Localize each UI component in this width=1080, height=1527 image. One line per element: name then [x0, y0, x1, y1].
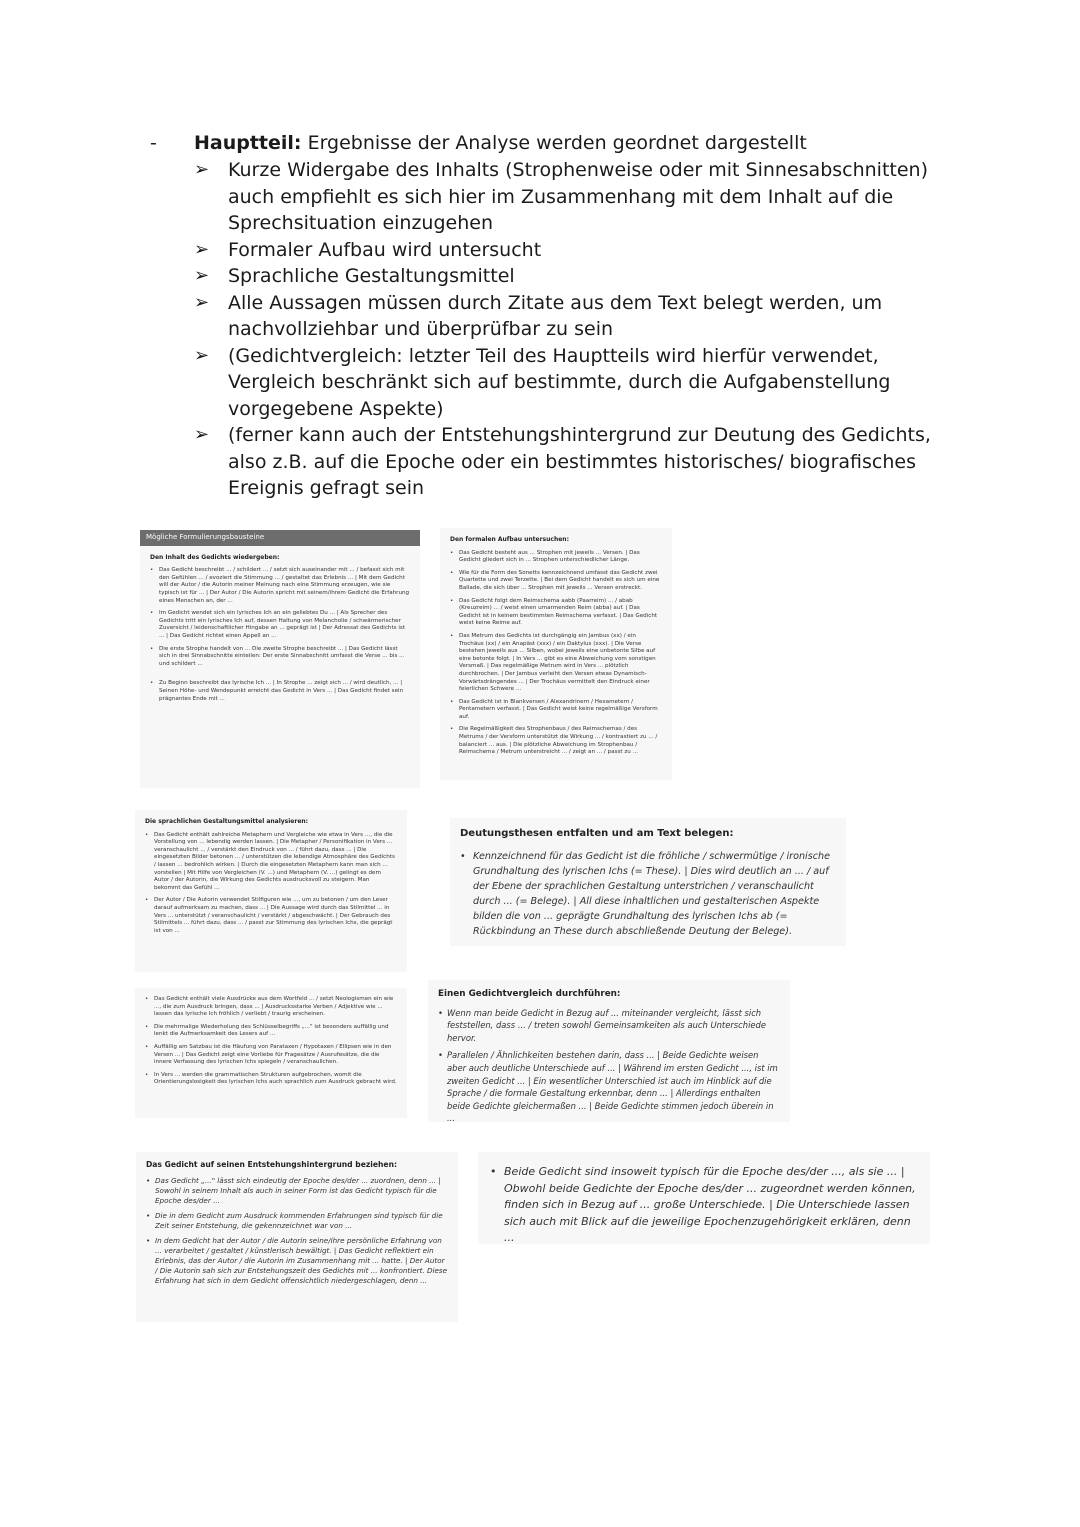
card-vergleich: [428, 980, 790, 1122]
card-bullet: • Parallelen / Ähnlichkeiten bestehen darin, dass ... | Beide Gedichte weisen aber auch deutliche Unterschiede auf ... | Während im ersten Gedicht ..., ist im zweiten Gedicht ... | Ein wesentlicher Unterschied ist auch im Hinblick auf die Sprache / die formale Gestaltung erkennbar, denn ... | Allerdings enthalten beide Gedichte gleichermaßen ... | Beide Gedichte stimmen jedoch überein in ...: [438, 1049, 780, 1125]
card-inhalt: [140, 530, 420, 788]
main-item: ➢ (Gedichtvergleich: letzter Teil des Hauptteils wird hierfür verwendet, Vergleich beschränkt sich auf bestimmte, durch die Aufgabenstellung vorgegebene Aspekte): [194, 344, 891, 420]
main-heading: [150, 130, 950, 157]
card-bullet: • Auffällig am Satzbau ist die Häufung von Parataxen / Hypotaxen / Ellipsen wie in den Versen ... | Das Gedicht zeigt eine Vorliebe für Fragesätze / Ausrufesätze, die die innere Verfassung des lyrischen Ichs spiegeln / veranschaulichen.: [145, 1044, 397, 1067]
card-title: Die sprachlichen Gestaltungsmittel analysieren:: [145, 818, 309, 825]
dash-bullet: -: [150, 132, 157, 154]
card-bullet: • Der Autor / Die Autorin verwendet Stilfiguren wie ..., um zu betonen / um den Leser darauf aufmerksam zu machen, dass ... | Die Aussage wird durch das Stilmittel ... in Vers ... unterstützt / veranschaulicht / verstärkt / abgeschwächt. | Der Gebrauch des Stilmittels ... führt dazu, dass ... / passt zur Stimmung des lyrischen Ichs, die geprägt ist von ...: [145, 897, 397, 935]
card-bullet: • Das Gedicht besteht aus ... Strophen mit jeweils ... Versen. | Das Gedicht gliedert sich in ... Strophen unterschiedlicher Länge.: [450, 550, 662, 565]
arrow-icon: ➢: [194, 291, 210, 313]
card-deutung: [450, 818, 846, 946]
card-epoche: [478, 1152, 930, 1244]
card-bullet: • Kennzeichnend für das Gedicht ist die fröhliche / schwermütige / ironische Grundhaltung des lyrischen Ichs (= These). | Dies wird deutlich an ... / auf der Ebene der sprachlichen Gestaltung unterstrichen / veranschaulicht durch ... (= Belege). | All diese inhaltlichen und gestalterischen Aspekte bilden die von ... geprägte Grundhaltung des lyrischen Ichs ab (= Rückbindung an These durch abschließende Deutung der Belege).: [460, 849, 836, 939]
arrow-icon: ➢: [194, 159, 210, 180]
main-item: ➢ Sprachliche Gestaltungsmittel: [150, 263, 950, 290]
card-bullet: • Das Gedicht beschreibt ... / schildert ... / setzt sich auseinander mit ... / befasst sich mit den Gefühlen ... / evoziert die Stimmung ... / gestaltet das Erlebnis ... | Mit dem Gedicht will der Autor / die Autorin meiner Meinung nach eine Stimmung erzeugen, wie sie typisch ist für ... | Der Autor / Die Autorin spricht mit seinem/ihrem Gedicht die Erfahrung eines Menschen an, der ...: [150, 567, 410, 605]
card-sprache-continued: [135, 988, 407, 1118]
card-title: Das Gedicht auf seinen Entstehungshintergrund beziehen:: [146, 1160, 398, 1169]
card-sprache: [135, 810, 407, 972]
arrow-icon: ➢: [194, 424, 210, 445]
main-item: ➢ Alle Aussagen müssen durch Zitate aus dem Text belegt werden, um nachvollziehbar und überprüfbar zu sein: [194, 291, 883, 340]
card-bullet: • In dem Gedicht hat der Autor / die Autorin seine/ihre persönliche Erfahrung von ... verarbeitet / gestaltet / künstlerisch bewältigt. | Das Gedicht reflektiert ein Erlebnis, das der Autor / die Autorin im Zusammenhang mit ... hatte. | Der Autor / Die Autorin sah sich zur Entstehungszeit des Gedichts mit ... konfrontiert. Diese Erfahrung hat sich in dem Gedicht offensichtlich niedergeschlagen, denn ...: [146, 1236, 448, 1286]
card-bullet: • Das Metrum des Gedichts ist durchgängig ein Jambus (xx) / ein Trochäus (xx) / ein Anapäst (xxx) / ein Daktylus (xxx). | Die Verse bestehen jeweils aus ... Silben, wobei jeweils eine unbetonte Silbe auf eine betonte folgt. | In Vers ... gibt es eine Abweichung vom sonstigen Versmaß. | Das regelmäßige Metrum wird in Vers ... plötzlich durchbrochen. | Der Jambus verleiht den Versen etwas Dynamisch-Vorwärtsdrängendes ... | Der Trochäus vermittelt den Eindruck einer feierlichen Schwere ...: [450, 633, 662, 694]
card-entstehung: [136, 1152, 458, 1322]
arrow-icon: ➢: [194, 265, 210, 286]
card-bullet: • In Vers ... werden die grammatischen Strukturen aufgebrochen, womit die Orientierungslosigkeit des lyrischen Ichs auch sprachlich zum Ausdruck gebracht wird.: [145, 1072, 397, 1087]
card-title: Deutungsthesen entfalten und am Text belegen:: [460, 828, 734, 839]
card-aufbau: [440, 528, 672, 780]
card-title: Den Inhalt des Gedichts wiedergeben:: [150, 553, 280, 561]
card-bullet: • Wenn man beide Gedicht in Bezug auf ... miteinander vergleicht, lässt sich feststellen, dass ... / treten sowohl Gemeinsamkeiten als auch Unterschiede hervor.: [438, 1007, 780, 1045]
main-item: ➢ Kurze Widergabe des Inhalts (Strophenweise oder mit Sinnesabschnitten) auch empfiehlt es sich hier im Zusammenhang mit dem Inhalt auf die Sprechsituation einzugehen: [194, 159, 929, 234]
card-bullet: • Die in dem Gedicht zum Ausdruck kommenden Erfahrungen sind typisch für die Zeit seiner Entstehung, die gekennzeichnet war von ...: [146, 1211, 448, 1231]
main-item: ➢ (ferner kann auch der Entstehungshintergrund zur Deutung des Gedichts, also z.B. auf die Epoche oder ein bestimmtes historisches/ biografisches Ereignis gefragt sein: [194, 424, 931, 499]
arrow-icon: ➢: [194, 344, 210, 366]
main-heading-text: Ergebnisse der Analyse werden geordnet dargestellt: [301, 132, 807, 154]
main-heading-label: Hauptteil:: [194, 132, 302, 154]
main-item: ➢ Formaler Aufbau wird untersucht: [150, 237, 950, 264]
card-bullet: • Das Gedicht enthält zahlreiche Metaphern und Vergleiche wie etwa in Vers ..., die die Vorstellung von ... lebendig werden lassen. | Die Metapher / Personifikation in Vers ... veranschaulicht ... / verstärkt den Eindruck von ... / führt dazu, dass ... | Die eingesetzten Bilder betonen ... / unterstützen die lebendige Atmosphäre des Gedichts / lassen ... bedrohlich wirken. | Durch die eingesetzten Metaphern kann man sich ... vorstellen | Mit Hilfe von Vergleichen (V. ...) und Metaphern (V. ...) gelingt es dem Autor / der Autorin, die Wirkung des Gedichts ausdrucksvoll zu steigern. Man bekommt das Gefühl ...: [145, 832, 397, 893]
card-title: Den formalen Aufbau untersuchen:: [450, 536, 569, 543]
card-bullet: • Die erste Strophe handelt von ... Die zweite Strophe beschreibt ... | Das Gedicht lässt sich in drei Sinnabschnitte einteilen: Der erste Sinnabschnitt umfasst die Verse ... bis ... und schildert ...: [150, 646, 410, 669]
card-bullet: • Im Gedicht wendet sich ein lyrisches Ich an ein geliebtes Du ... | Als Sprecher des Gedichts tritt ein lyrisches Ich auf, dessen Haltung von Melancholie / schwärmerischer Zuversicht / leidenschaftlicher Hingabe an ... geprägt ist | Der Adressat des Gedichts ist ... | Das Gedicht richtet einen Appell an ...: [150, 610, 410, 640]
card-bullet: • Zu Beginn beschreibt das lyrische Ich ... | In Strophe ... zeigt sich ... / wird deutlich, ... | Seinen Höhe- und Wendepunkt erreicht das Gedicht in Vers ... | Das Gedicht findet sein prägnantes Ende mit ...: [150, 680, 410, 703]
card-title: Einen Gedichtvergleich durchführen:: [438, 989, 621, 999]
card-bullet: • Die Regelmäßigkeit des Strophenbaus / des Reimschemas / des Metrums / der Versform unterstützt die Wirkung ... / kontrastiert zu ... / balanciert ... aus. | Die plötzliche Abweichung im Strophenbau / Reimschema / Metrum unterstreicht ... / zeigt an ... / passt zu ...: [450, 726, 662, 756]
card-bullet: • Wie für die Form des Sonetts kennzeichnend umfasst das Gedicht zwei Quartette und zwei Terzette. | Bei dem Gedicht handelt es sich um eine Ballade, die sich über ... Strophen mit jeweils ... Versen erstreckt.: [450, 570, 662, 593]
card-bullet: • Die mehrmalige Wiederholung des Schlüsselbegriffs „..." ist besonders auffällig und lenkt die Aufmerksamkeit des Lesers auf ...: [145, 1024, 397, 1039]
card-bullet: • Das Gedicht enthält viele Ausdrücke aus dem Wortfeld ... / setzt Neologismen ein wie ..., die zum Ausdruck bringen, dass ... | Ausdrucksstarke Verben / Adjektive wie ... lassen das lyrische Ich fröhlich / verliebt / traurig erscheinen.: [145, 996, 397, 1019]
card-bullet: • Das Gedicht ist in Blankversen / Alexandrinern / Hexametern / Pentametern verfasst. | Das Gedicht weist keine regelmäßige Versform auf.: [450, 699, 662, 722]
card-bullet: • Das Gedicht folgt dem Reimschema aabb (Paarreim) ... / abab (Kreuzreim) ... / weist einen umarmenden Reim (abba) auf. | Das Gedicht ist in keinem bestimmten Reimschema verfasst. | Das Gedicht weist keine Reime auf.: [450, 598, 662, 628]
arrow-icon: ➢: [194, 238, 210, 260]
main-section: [150, 130, 950, 502]
card-bullet: • Beide Gedicht sind insoweit typisch für die Epoche des/der ..., als sie ... | Obwohl beide Gedichte der Epoche des/der ... zugeordnet werden können, finden sich in Bezug auf ... große Unterschiede. | Die Unterschiede lassen sich auch mit Blick auf die jeweilige Epochenzugehörigkeit erklären, denn ...: [490, 1164, 918, 1247]
card-banner: Mögliche Formulierungsbausteine: [140, 530, 420, 546]
card-bullet: • Das Gedicht „..." lässt sich eindeutig der Epoche des/der ... zuordnen, denn ... | Sowohl in seinem Inhalt als auch in seiner Form ist das Gedicht typisch für die Epoche des/der ...: [146, 1176, 448, 1206]
